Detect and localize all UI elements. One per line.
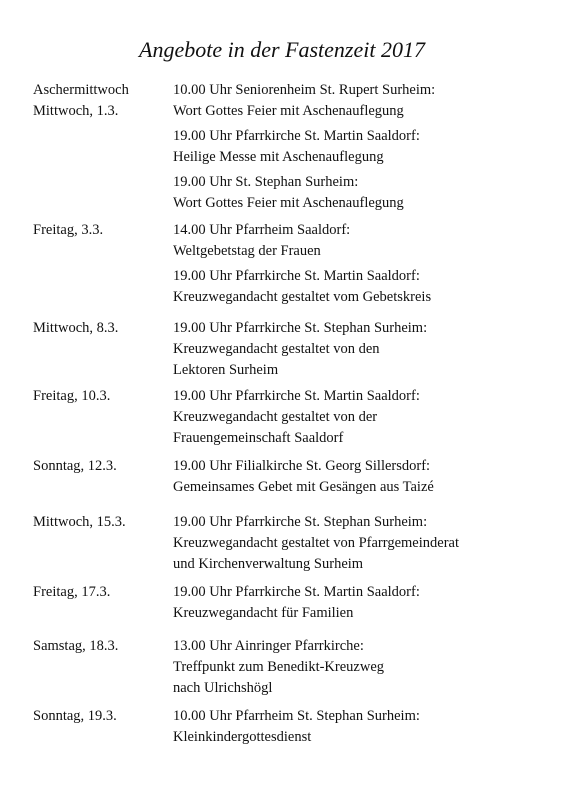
event-line: Lektoren Surheim <box>173 362 279 378</box>
event-item <box>173 512 459 575</box>
event-item <box>173 386 420 449</box>
event-line: 14.00 Uhr Pfarrheim Saaldorf: <box>173 222 351 238</box>
entry-date-line: Freitag, 17.3. <box>33 584 111 600</box>
entry-date-line: Sonntag, 12.3. <box>33 458 117 474</box>
event-line: Weltgebetstag der Frauen <box>173 243 321 259</box>
event-item <box>173 172 404 214</box>
event-line: Gemeinsames Gebet mit Gesängen aus Taizé <box>173 479 434 495</box>
entry-date <box>33 318 118 339</box>
event-line: Heilige Messe mit Aschenauflegung <box>173 149 384 165</box>
event-item <box>173 582 420 624</box>
entry-date-line: Aschermittwoch <box>33 82 129 98</box>
entry-date-line: Samstag, 18.3. <box>33 638 119 654</box>
entry-date-line: Mittwoch, 15.3. <box>33 514 126 530</box>
event-line: Kreuzwegandacht gestaltet von Pfarrgemeinderat <box>173 535 459 551</box>
entry-date <box>33 582 110 603</box>
entry-date-line: Mittwoch, 8.3. <box>33 320 119 336</box>
entry-date-line: Freitag, 10.3. <box>33 388 111 404</box>
entry-date-line: Mittwoch, 1.3. <box>33 103 119 119</box>
entry-date <box>33 456 117 477</box>
event-item <box>173 706 420 748</box>
event-line: 19.00 Uhr Pfarrkirche St. Martin Saaldorf: <box>173 584 420 600</box>
event-line: 19.00 Uhr Filialkirche St. Georg Sillersdorf: <box>173 458 431 474</box>
entry-date <box>33 80 129 122</box>
event-line: Kreuzwegandacht gestaltet von den <box>173 341 380 357</box>
entry-date-line: Freitag, 3.3. <box>33 222 104 238</box>
event-line: 19.00 Uhr Pfarrkirche St. Martin Saaldorf: <box>173 268 420 284</box>
entry-date <box>33 512 126 533</box>
page-title: Angebote in der Fastenzeit 2017 <box>139 37 425 62</box>
event-line: Kreuzwegandacht für Familien <box>173 605 354 621</box>
event-item <box>173 220 350 262</box>
event-line: 19.00 Uhr Pfarrkirche St. Martin Saaldorf: <box>173 388 420 404</box>
event-line: 10.00 Uhr Seniorenheim St. Rupert Surheim: <box>173 82 436 98</box>
entry-date-line: Sonntag, 19.3. <box>33 708 117 724</box>
event-line: 19.00 Uhr Pfarrkirche St. Stephan Surheim: <box>173 514 428 530</box>
event-item <box>173 266 431 308</box>
event-item <box>173 126 420 168</box>
event-line: 19.00 Uhr Pfarrkirche St. Stephan Surheim: <box>173 320 428 336</box>
entry-date <box>33 636 118 657</box>
event-line: Kleinkindergottesdienst <box>173 729 312 745</box>
entry-date <box>33 706 117 727</box>
event-item <box>173 456 434 498</box>
event-item <box>173 80 435 122</box>
event-item <box>173 318 427 381</box>
event-line: Kreuzwegandacht gestaltet von der <box>173 409 378 425</box>
event-line: und Kirchenverwaltung Surheim <box>173 556 364 572</box>
event-line: 13.00 Uhr Ainringer Pfarrkirche: <box>173 638 364 654</box>
entry-date <box>33 386 110 407</box>
event-line: 10.00 Uhr Pfarrheim St. Stephan Surheim: <box>173 708 420 724</box>
event-line: 19.00 Uhr Pfarrkirche St. Martin Saaldorf: <box>173 128 420 144</box>
event-item <box>173 636 384 699</box>
event-line: Kreuzwegandacht gestaltet vom Gebetskreis <box>173 289 432 305</box>
event-line: Treffpunkt zum Benedikt-Kreuzweg <box>173 659 385 675</box>
entry-date <box>33 220 103 241</box>
event-line: 19.00 Uhr St. Stephan Surheim: <box>173 174 359 190</box>
event-line: Wort Gottes Feier mit Aschenauflegung <box>173 103 404 119</box>
event-line: nach Ulrichshögl <box>173 680 273 696</box>
event-line: Frauengemeinschaft Saaldorf <box>173 430 344 446</box>
event-line: Wort Gottes Feier mit Aschenauflegung <box>173 195 404 211</box>
